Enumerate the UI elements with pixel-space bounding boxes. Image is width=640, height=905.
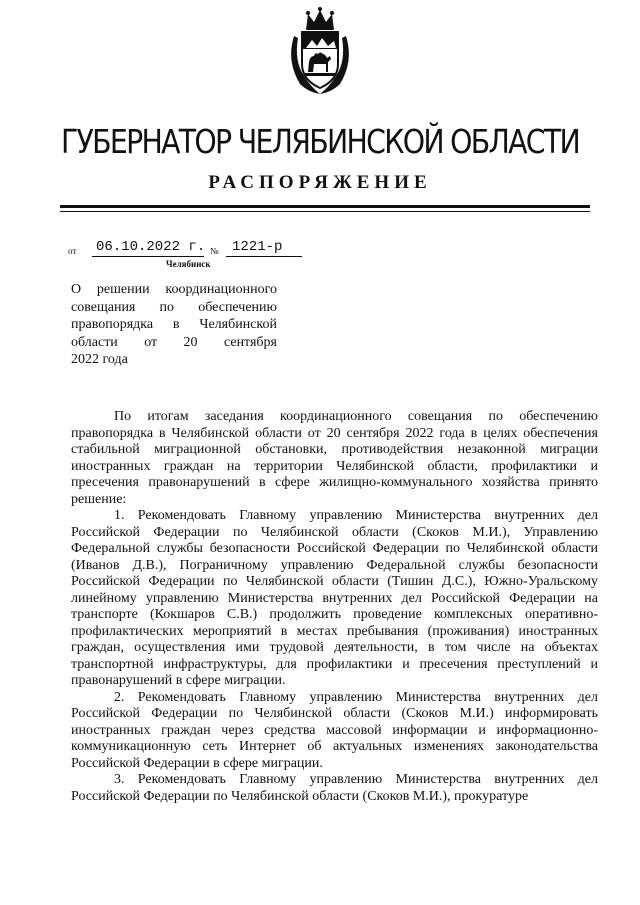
document-type-heading: РАСПОРЯЖЕНИЕ [208, 172, 432, 193]
header-rule-thick [60, 205, 590, 208]
body-paragraph-intro: По итогам заседания координационного совещания по обеспечению правопорядка в Челябинской области от 20 сентября 2022 года в целях обеспечения стабильной миграционной обстановки, противодействия незаконной миграции иностранных граждан на территории Челябинской области, профилактики и пресечения правонарушений в сфере жилищно-коммунального хозяйства принято решение: [71, 409, 598, 507]
subject-line: 2022 года [71, 352, 128, 368]
document-meta [68, 239, 328, 275]
document-subject [71, 281, 277, 369]
body-paragraph-1: 1. Рекомендовать Главному управлению Министерства внутренних дел Российской Федерации по Челябинской области (Скоков М.И.), Управлению Федеральной службы безопасности Российской Федерации по Челябинской области (Иванов Д.В.), Пограничному управлению Федеральной службы безопасности Российской Федерации по Челябинской области (Тишин Д.С.), Южно-Уральскому линейному управлению Министерства внутренних дел Российской Федерации на транспорте (Кокшаров С.В.) продолжить проведение комплексных оперативно-профилактических мероприятий в местах пребывания (проживания) иностранных граждан, осуществления ими трудовой деятельности, в том числе на объектах транспортной инфраструктуры, для профилактики и пресечения преступлений и правонарушений в сфере миграции. [71, 508, 598, 688]
city-label: Челябинск [166, 259, 211, 269]
body-paragraph-2: 2. Рекомендовать Главному управлению Министерства внутренних дел Российской Федерации по Челябинской области (Скоков М.И.) информировать иностранных граждан через средства массовой информации и информационно-коммуникационную сеть Интернет об актуальных изменениях законодательства Российской Федерации в сфере миграции. [71, 689, 598, 771]
body-paragraph-3: 3. Рекомендовать Главному управлению Министерства внутренних дел Российской Федерации по Челябинской области (Скоков М.И.), прокуратуре [71, 772, 598, 804]
subject-line: правопорядка в Челябинской [71, 317, 277, 333]
document-date: 06.10.2022 г. [96, 239, 206, 255]
date-underline [92, 256, 204, 257]
subject-line: области от 20 сентября [71, 334, 277, 350]
from-label: от [68, 246, 77, 256]
governor-title: ГУБЕРНАТОР ЧЕЛЯБИНСКОЙ ОБЛАСТИ [60, 122, 580, 161]
document-number: 1221-р [232, 239, 283, 255]
subject-line: О решении координационного [71, 282, 277, 297]
coat-of-arms-emblem [284, 6, 356, 96]
number-underline [226, 256, 302, 257]
header-rule-thin [60, 211, 590, 212]
number-label: № [210, 246, 219, 256]
document-body [71, 409, 598, 805]
subject-line: совещания по обеспечению [71, 299, 277, 315]
